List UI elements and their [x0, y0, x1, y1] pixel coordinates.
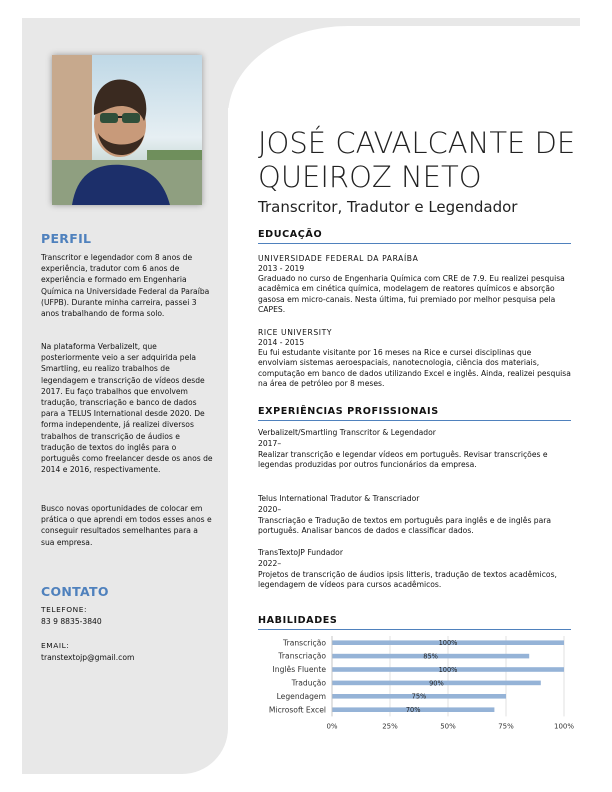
experience-role-3: Fundador [307, 548, 343, 557]
experience-company-2: Telus International [258, 494, 328, 503]
education-description-1: Graduado no curso de Engenharia Química com CRE de 7.9. Eu realizei pesquisa acadêmica em cinética química, modelagem de reatores químicos e absorção gasosa em micro-canais. Nesta última, fui premiado por melhor pesquisa pela CAPES. [258, 274, 565, 314]
experience-description-1: Realizar transcrição e legendar vídeos em português. Revisar transcrições e legendas produzidas por outros funcionários da empresa. [258, 450, 548, 470]
experience-description-3: Projetos de transcrição de áudios ipsis litteris, tradução de textos acadêmicos, legendagem de vídeos para cursos acadêmicos. [258, 570, 557, 590]
chart-category-label: Microsoft Excel [268, 705, 326, 715]
chart-category-label: Legendagem [276, 691, 326, 701]
chart-tick-label: 75% [498, 722, 514, 731]
experience-role-1: Transcritor & Legendador [339, 428, 436, 437]
profile-paragraph-2: Na plataforma VerbalizeIt, que posteriormente veio a ser adquirida pela Smartling, eu realizo trabalhos de legendagem e transcrição de vídeos desde 2017. Eu faço trabalhos que envolvem tradução, transcriação e banco de dados para a TELUS International desde 2020. De forma independente, já realizei diversos trabalhos de transcrição de áudios e tradução de textos do inglês para o português como freelancer desde os anos de 2014 e 2016, respectivamente. [41, 342, 213, 475]
person-name: JOSÉ CAVALCANTE DE QUEIROZ NETO [258, 126, 576, 194]
chart-data-label: 75% [411, 692, 427, 701]
experience-entry-2 [258, 494, 573, 504]
phone-label: TELEFONE: [41, 605, 88, 614]
experience-role-2: Tradutor & Transcriador [330, 494, 420, 503]
experience-years-2: 2020– [258, 505, 282, 514]
education-school-1: UNIVERSIDADE FEDERAL DA PARAÍBA [258, 254, 419, 263]
phone-value: 83 9 8835-3840 [41, 617, 102, 626]
chart-category-label: Tradução [291, 678, 326, 688]
chart-data-label: 85% [423, 652, 438, 661]
experience-years-3: 2022– [258, 559, 282, 568]
education-heading: EDUCAÇÃO [258, 229, 571, 244]
chart-tick-label: 100% [553, 722, 575, 731]
experience-description-2: Transcriação e Tradução de textos em português para inglês e de inglês para português. Analisar bancos de dados e classificar dados. [258, 516, 552, 536]
education-years-1: 2013 - 2019 [258, 264, 305, 273]
chart-data-label: 70% [405, 706, 421, 715]
contact-heading: CONTATO [41, 584, 109, 599]
education-description-2: Eu fui estudante visitante por 16 meses na Rice e cursei disciplinas que envolviam sistemas aeroespaciais, nanotecnologia, ciência dos materiais, computação em banco de dados utilizando Excel e inglês. Ainda, realizei pesquisa na área de petróleo por 8 meses. [258, 348, 571, 388]
experience-years-1: 2017– [258, 439, 282, 448]
experience-entry-1 [258, 428, 573, 438]
email-label: EMAIL: [41, 641, 70, 650]
chart-category-label: Inglês Fluente [272, 665, 326, 675]
education-school-2: RICE UNIVERSITY [258, 328, 333, 337]
experience-company-3: TransTextoJP [258, 548, 305, 557]
chart-data-label: 90% [429, 679, 444, 688]
profile-heading: PERFIL [41, 231, 92, 246]
education-years-2: 2014 - 2015 [258, 338, 305, 347]
profile-paragraph-3: Busco novas oportunidades de colocar em prática o que aprendi em todos esses anos e conseguir resultados semelhantes para a sua empresa. [41, 504, 212, 547]
chart-tick-label: 25% [382, 722, 398, 731]
chart-data-label: 100% [438, 639, 458, 648]
chart-tick-label: 0% [326, 722, 338, 731]
profile-paragraph-1: Transcritor e legendador com 8 anos de experiência, tradutor com 6 anos de experiência e formado em Engenharia Química na Universidade Federal da Paraíba (UFPB). Durante minha carreira, passei 3 anos trabalhando de forma solo. [41, 253, 210, 319]
skills-heading: HABILIDADES [258, 615, 571, 630]
chart-category-label: Transcrição [283, 638, 326, 648]
experience-company-1: VerbalizeIt/Smartling [258, 428, 338, 437]
chart-category-label: Transcriação [278, 651, 326, 661]
email-link[interactable]: transtextojp@gmail.com [41, 653, 135, 662]
profile-photo [52, 55, 202, 205]
experience-entry-3 [258, 548, 573, 558]
experience-heading: EXPERIÊNCIAS PROFISSIONAIS [258, 406, 571, 421]
job-title: Transcritor, Tradutor e Legendador [258, 198, 518, 216]
chart-tick-label: 50% [440, 722, 456, 731]
skills-chart [256, 632, 586, 744]
chart-data-label: 100% [438, 665, 458, 674]
